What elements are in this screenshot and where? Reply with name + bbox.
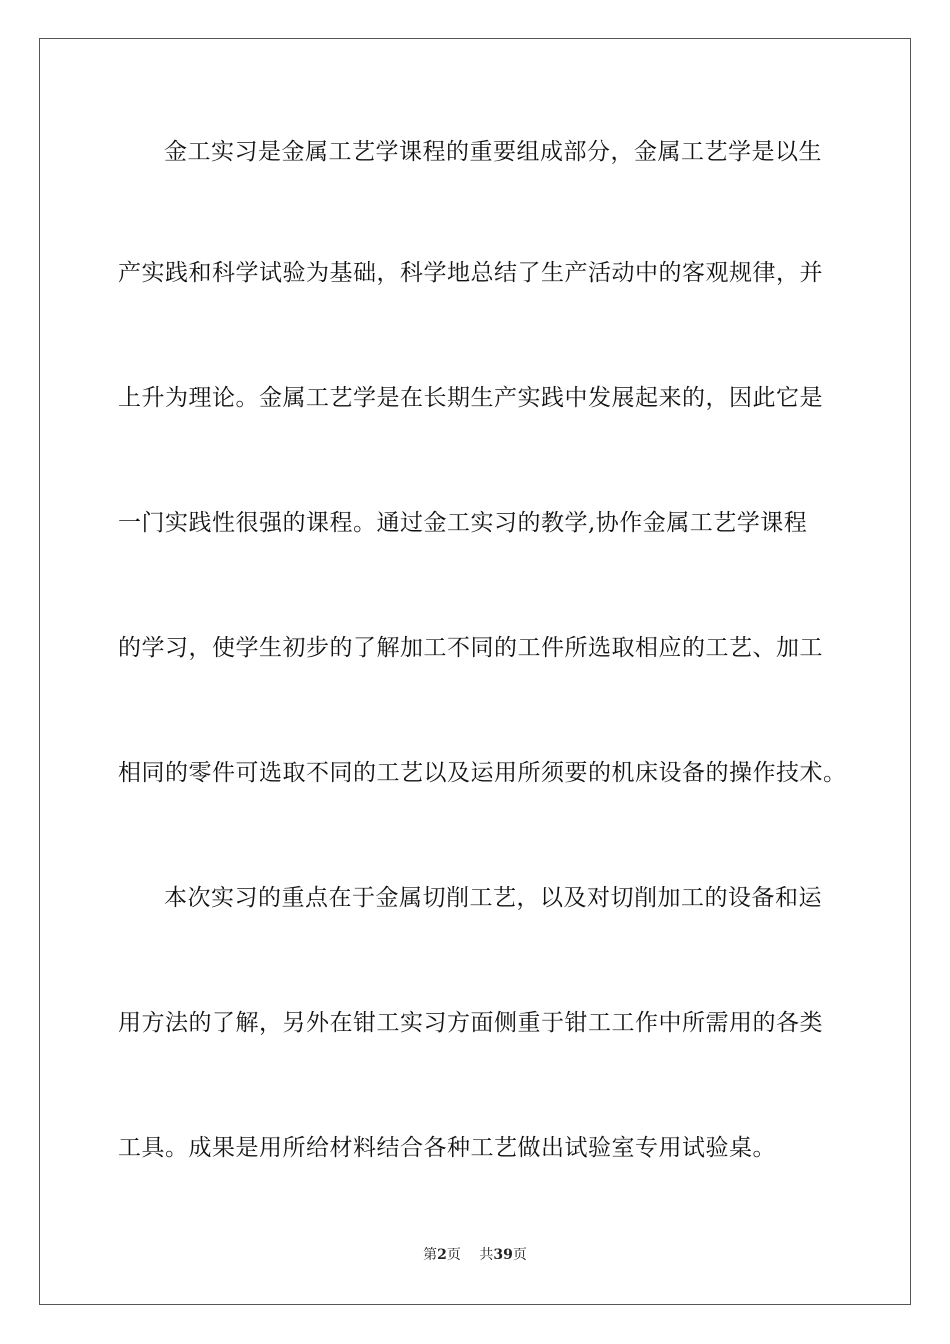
- page-border: [39, 38, 911, 1305]
- total-pages-indicator: 共39页: [479, 1247, 527, 1263]
- page-footer: [0, 1246, 950, 1264]
- paragraph-1-line-5: 的学习，使学生初步的了解加工不同的工件所选取相应的工艺、加工: [118, 635, 823, 661]
- paragraph-1-line-2: 产实践和科学试验为基础，科学地总结了生产活动中的客观规律，并: [118, 260, 823, 286]
- page-number: 2: [437, 1247, 447, 1263]
- paragraph-1-line-3: 上升为理论。金属工艺学是在长期生产实践中发展起来的，因此它是: [118, 385, 823, 411]
- page-indicator: 第2页: [423, 1247, 461, 1263]
- total-pages: 39: [493, 1247, 513, 1263]
- paragraph-2-line-3: 工具。成果是用所给材料结合各种工艺做出试验室专用试验桌。: [118, 1135, 776, 1161]
- paragraph-1-line-1: 金工实习是金属工艺学课程的重要组成部分，金属工艺学是以生: [164, 139, 822, 165]
- paragraph-2-line-2: 用方法的了解，另外在钳工实习方面侧重于钳工工作中所需用的各类: [118, 1010, 823, 1036]
- paragraph-2-line-1: 本次实习的重点在于金属切削工艺，以及对切削加工的设备和运: [164, 885, 822, 911]
- paragraph-1-line-6: 相同的零件可选取不同的工艺以及运用所须要的机床设备的操作技术。: [118, 760, 847, 786]
- paragraph-1-line-4: 一门实践性很强的课程。通过金工实习的教学,协作金属工艺学课程: [118, 510, 808, 536]
